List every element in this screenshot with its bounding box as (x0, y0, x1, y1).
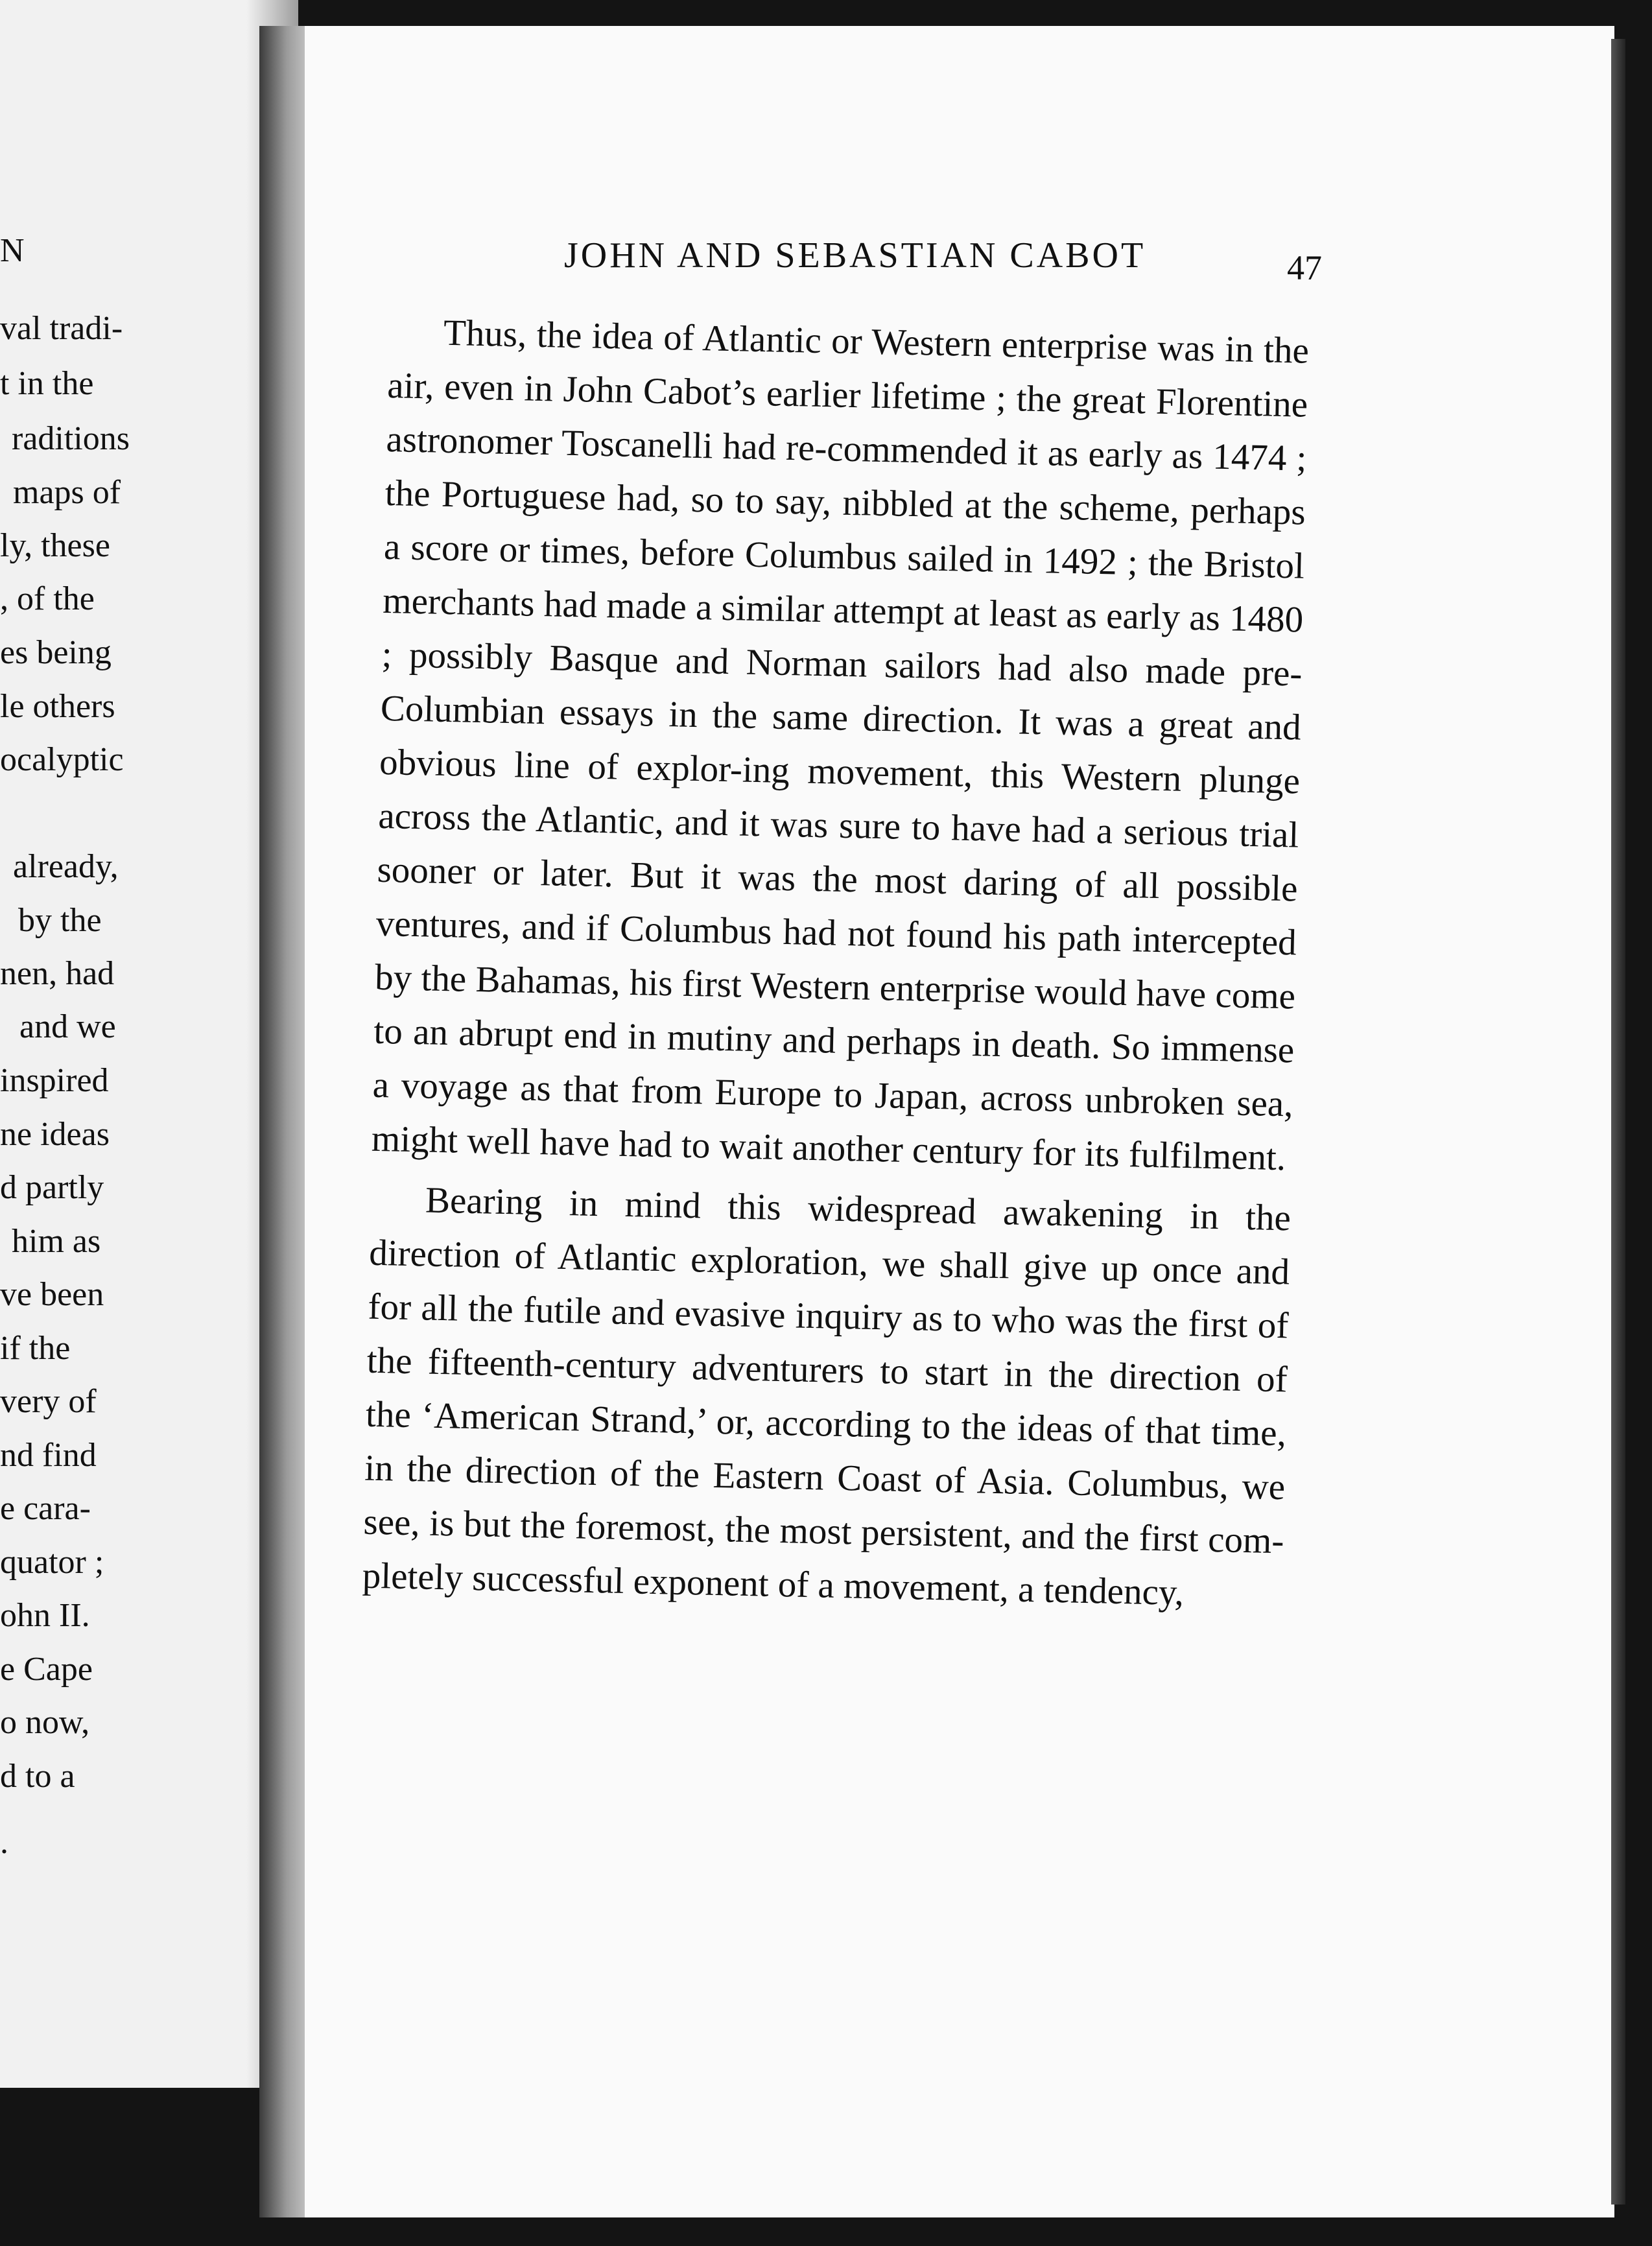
left-page-line: inspired (0, 1062, 109, 1099)
left-page-line: ocalyptic (0, 741, 124, 778)
left-page-line: ohn II. (0, 1597, 90, 1634)
body-text (362, 305, 1310, 1628)
left-page-line: , of the (0, 580, 95, 617)
left-page-line: e Cape (0, 1651, 93, 1688)
left-page-line: val tradi- (0, 310, 123, 347)
left-page-line: o now, (0, 1704, 90, 1741)
left-page-line: very of (0, 1383, 97, 1420)
page-number: 47 (1287, 248, 1322, 287)
left-page-line: if the (0, 1330, 71, 1367)
paragraph-1: Thus, the idea of Atlantic or Western enterprise was in the air, even in John Cabot’s earlier lifetime ; the great Florentine astronomer Toscanelli had re-commended it as early as 1474 ; the Portuguese had, so to say, nibbled at the scheme, perhaps a score or times, before Columbus sailed in 1492 ; the Bristol merchants had made a similar attempt at least as early as 1480 ; possibly Basque and Norman sailors had also made pre-Columbian essays in the same direction. It was a great and obvious line of explor-ing movement, this Western plunge across the Atlantic, and it was sure to have had a serious trial sooner or later. But it was the most daring of all possible ventures, and if Columbus had not found his path intercepted by the Bahamas, his first Western enterprise would have come to an abrupt end in mutiny and perhaps in death. So immense a voyage as that from Europe to Japan, across unbroken sea, might well have had to wait another century for its fulfilment. (371, 312, 1310, 1179)
left-page-line: d partly (0, 1169, 104, 1206)
left-page-line: maps of (13, 474, 121, 511)
left-page-line: quator ; (0, 1544, 104, 1581)
running-header: JOHN AND SEBASTIAN CABOT (564, 235, 1146, 276)
left-page-line: already, (13, 848, 119, 885)
left-page-line: d to a (0, 1758, 75, 1795)
left-page (0, 0, 298, 2088)
left-page-line: t in the (0, 365, 94, 402)
left-page-line: es being (0, 634, 112, 671)
left-page-line: nd find (0, 1437, 97, 1474)
left-page-line: ve been (0, 1276, 104, 1313)
left-page-line: le others (0, 688, 115, 725)
left-page-line: by the (18, 902, 102, 939)
left-page-line: ne ideas (0, 1116, 110, 1153)
left-page-line: ly, these (0, 527, 110, 564)
left-page-line: nen, had (0, 955, 115, 992)
left-page-line: N (0, 232, 25, 269)
left-page-line: and we (19, 1008, 116, 1045)
left-page-line: raditions (12, 420, 130, 457)
left-page-line: e cara- (0, 1490, 91, 1527)
paragraph-2: Bearing in mind this widespread awakening in the direction of Atlantic exploration, we shall give up once and for all the futile and evasive inquiry as to who was the first of the fifteenth-century adventurers to start in the direction of the ‘American Strand,’ or, according to the ideas of that time, in the direction of the Eastern Coast of Asia. Columbus, we see, is but the foremost, the most persistent, and the first com-pletely successful exponent of a movement, a tendency, (362, 1179, 1292, 1614)
left-page-line: him as (12, 1223, 101, 1260)
left-page-line: . (0, 1824, 8, 1861)
page-edge (1611, 39, 1625, 2205)
